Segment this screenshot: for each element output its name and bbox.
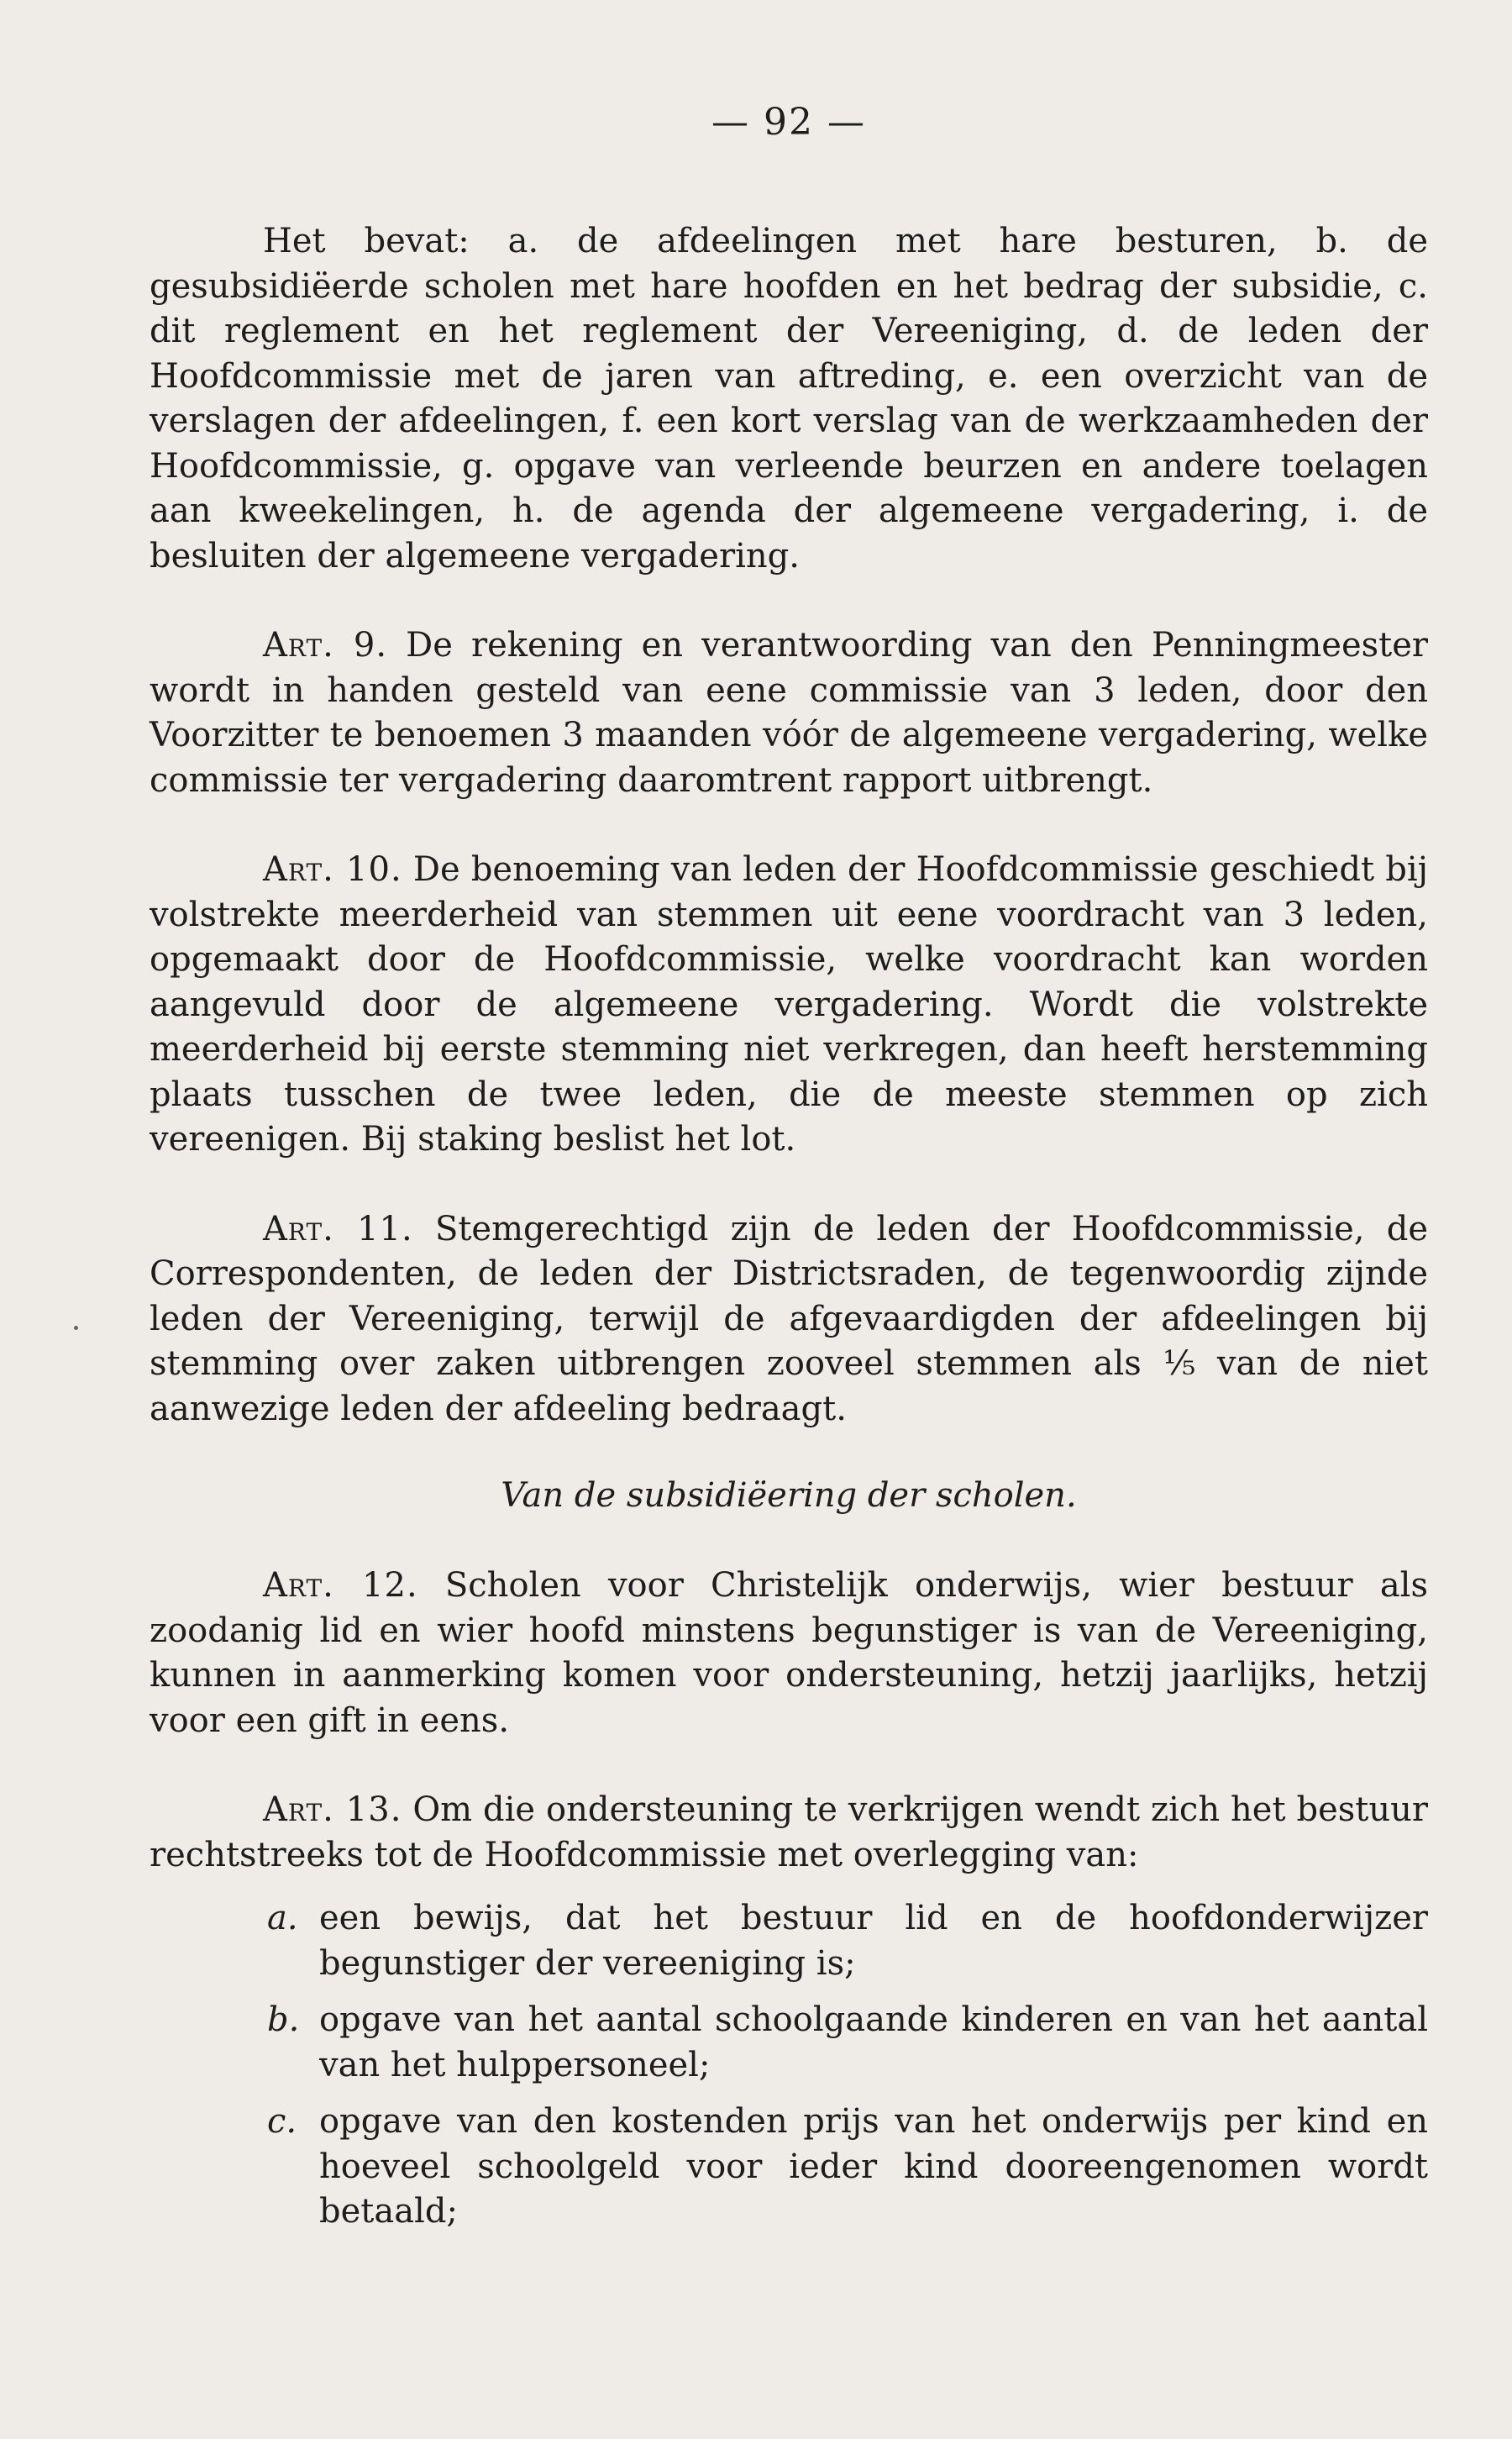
article-9 — [150, 623, 1428, 803]
list-item — [150, 1998, 1428, 2088]
margin-speck — [74, 1326, 78, 1330]
article-heading: Art. 12. — [263, 1566, 418, 1605]
article-12 — [150, 1564, 1428, 1743]
article-heading: Art. 9. — [263, 626, 388, 665]
article-11 — [150, 1207, 1428, 1432]
list-item-label: a. — [267, 1899, 298, 1937]
article-text: De benoeming van leden der Hoofdcommissie geschiedt bij volstrekte meerderheid van stemmen uit eene voordracht van 3 leden, opgemaakt door de Hoofdcommissie, welke voordracht kan worden aangevuld door de algemeene vergadering. Wordt die volstrekte meerderheid bij eerste stemming niet verkregen, dan heeft herstemming plaats tusschen de twee leden, die de meeste stemmen op zich vereenigen. Bij staking beslist het lot. — [150, 850, 1429, 1159]
list-item-text: opgave van den kostenden prijs van het onderwijs per kind en hoeveel schoolgeld voor ieder kind dooreengenomen wordt betaald; — [319, 2102, 1428, 2231]
page-number: — 92 — — [711, 101, 866, 144]
article-10 — [150, 848, 1428, 1163]
article-text: Stemgerechtigd zijn de leden der Hoofdcommissie, de Correspondenten, de leden der Districtsraden, de tegenwoordig zijnde leden der Vereeniging, terwijl de afgevaardigden der afdeelingen bij stemming over zaken uitbrengen zooveel stemmen als ⅕ van de niet aanwezige leden der afdeeling bedraagt. — [150, 1209, 1429, 1428]
list-item — [150, 1896, 1428, 1986]
section-title: Van de subsidiëering der scholen. — [501, 1476, 1077, 1515]
list-item-text: een bewijs, dat het bestuur lid en de hoofdonderwijzer begunstiger der vereeniging is; — [319, 1899, 1428, 1983]
article-heading: Art. 10. — [263, 850, 402, 889]
list-item-label: b. — [267, 2000, 300, 2039]
list-item — [150, 2100, 1428, 2235]
article-heading: Art. 11. — [263, 1209, 413, 1248]
intro-paragraph: Het bevat: a. de afdeelingen met hare besturen, b. de gesubsidiëerde scholen met hare hoofden en het bedrag der subsidie, c. dit reglement en het reglement der Vereeniging, d. de leden der Hoofdcommissie met de jaren van aftreding, e. een overzicht van de verslagen der afdeelingen, f. een kort verslag van de werkzaamheden der Hoofdcommissie, g. opgave van verleende beurzen en andere toelagen aan kweekelingen, h. de agenda der algemeene vergadering, i. de besluiten der algemeene vergadering. — [150, 222, 1428, 576]
list-item-label: c. — [267, 2102, 297, 2141]
article-text: Scholen voor Christelijk onderwijs, wier bestuur als zoodanig lid en wier hoofd minstens begunstiger is van de Vereeniging, kunnen in aanmerking komen voor ondersteuning, hetzij jaarlijks, hetzij voor een gift in eens. — [150, 1566, 1428, 1740]
article-text: Om die ondersteuning te verkrijgen wendt zich het bestuur rechtstreeks tot de Hoofdcommissie met overlegging van: — [150, 1790, 1428, 1874]
article-text: De rekening en verantwoording van den Penningmeester wordt in handen gesteld van eene commissie van 3 leden, door den Voorzitter te benoemen 3 maanden vóór de algemeene vergadering, welke commissie ter vergadering daaromtrent rapport uitbrengt. — [150, 626, 1429, 800]
article-heading: Art. 13. — [263, 1790, 402, 1829]
article-13 — [150, 1788, 1428, 1878]
list-item-text: opgave van het aantal schoolgaande kinderen en van het aantal van het hulppersoneel; — [319, 2000, 1428, 2084]
